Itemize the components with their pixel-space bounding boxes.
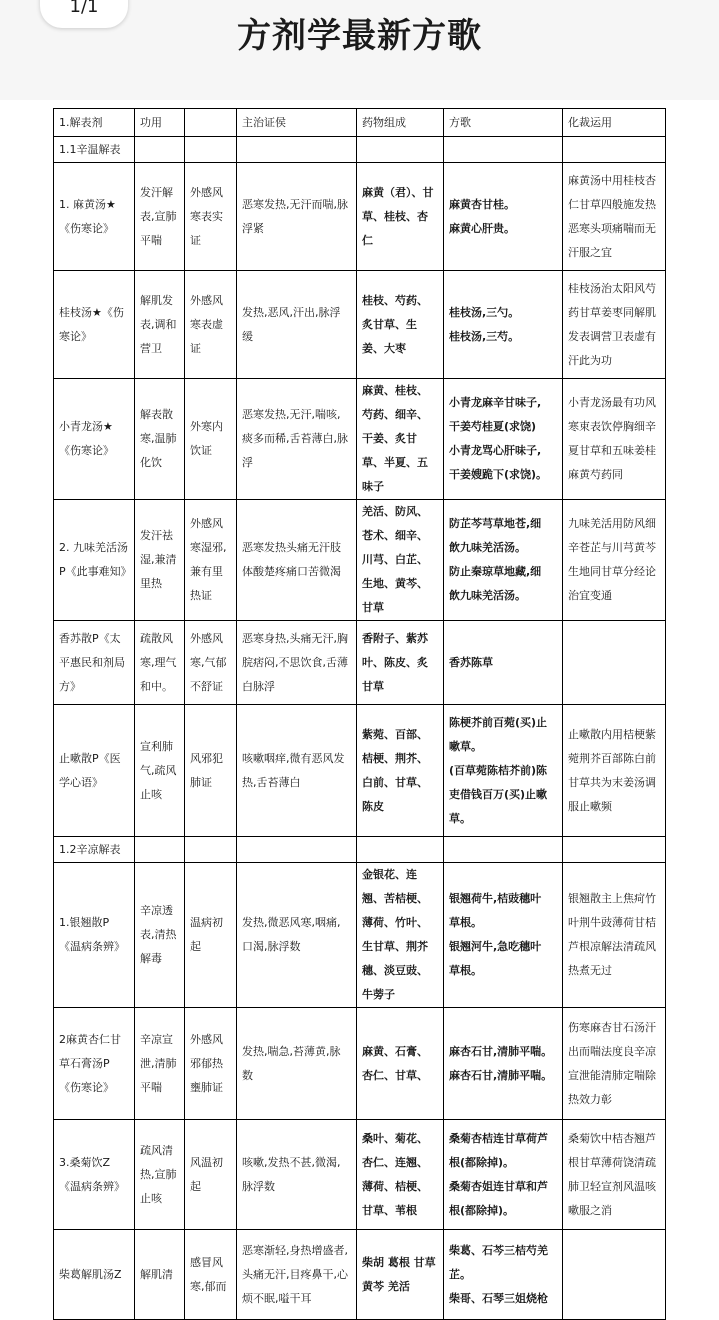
table-row: [54, 1230, 666, 1320]
formula-song: [444, 1230, 563, 1320]
song-line: 麻黄杏甘桂。: [449, 197, 515, 211]
song-line: 桑菊杏姐连甘草和芦: [449, 1179, 548, 1193]
formula-name: 1. 麻黄汤★《伤寒论》: [54, 163, 135, 271]
song-line: 防止秦琼草地藏,细: [449, 565, 542, 578]
formula-name: 2. 九味羌活汤P《此事难知》: [54, 500, 135, 621]
song-line: 桂枝汤,三勺。: [449, 305, 520, 319]
formula-song: [444, 271, 563, 379]
formula-song: [444, 1008, 563, 1120]
formula-syndrome: 风温初起: [185, 1120, 237, 1230]
formula-effect: 辛凉透表,清热解毒: [135, 863, 185, 1008]
song-line: 草根。: [449, 916, 482, 929]
song-line: 麻黄心肝贵。: [449, 221, 515, 235]
formula-usage: 小青龙汤最有功风寒束表饮停胸细辛夏甘草和五味姜桂麻黄芍药同: [563, 379, 666, 500]
table-row: [54, 621, 666, 705]
formula-effect: 发汗祛湿,兼清里热: [135, 500, 185, 621]
song-line: 银翘荷牛,桔豉穗叶: [449, 892, 542, 905]
formula-name: 柴葛解肌汤Z: [54, 1230, 135, 1320]
page-indicator: 1/1: [40, 0, 128, 28]
formula-composition: 香附子、紫苏叶、陈皮、炙甘草: [357, 621, 444, 705]
formula-symptoms: 恶寒发热,无汗,喘咳,痰多而稀,舌苔薄白,脉浮: [237, 379, 357, 500]
formula-syndrome: 外感风寒表虚证: [185, 271, 237, 379]
formula-song: [444, 163, 563, 271]
header-composition: 药物组成: [357, 109, 444, 137]
formula-syndrome: 风邪犯肺证: [185, 705, 237, 837]
formula-usage: 桑菊饮中桔杏翘芦根甘草薄荷饶清疏肺卫轻宣剂风温咳嗽服之消: [563, 1120, 666, 1230]
formula-usage: 麻黄汤中用桂枝杏仁甘草四般施发热恶寒头项痛喘而无汗服之宜: [563, 163, 666, 271]
song-line: 银翘河牛,急吃穗叶: [449, 940, 542, 953]
song-line: 防芷芩芎草地苍,细: [449, 517, 542, 530]
formula-composition: 羌活、防风、苍术、细辛、川芎、白芷、生地、黄芩、甘草: [357, 500, 444, 621]
formula-usage: [563, 1230, 666, 1320]
song-line: 麻杏石甘,清肺平喘。: [449, 1068, 553, 1082]
formula-symptoms: 咳嗽咽痒,微有恶风发热,舌苔薄白: [237, 705, 357, 837]
table-row: [54, 705, 666, 837]
table-row: [54, 1120, 666, 1230]
header-usage: 化裁运用: [563, 109, 666, 137]
formula-syndrome: 感冒风寒,郁而: [185, 1230, 237, 1320]
formula-syndrome: 外感风寒,气郁不舒证: [185, 621, 237, 705]
formula-syndrome: 外寒内饮证: [185, 379, 237, 500]
formula-symptoms: 发热,微恶风寒,咽痛,口渴,脉浮数: [237, 863, 357, 1008]
formula-name: 香苏散P《太平惠民和剂局方》: [54, 621, 135, 705]
formula-song: [444, 500, 563, 621]
formula-usage: 伤寒麻杏甘石汤汗出而喘法度良辛凉宣泄能清肺定喘除热效力彰: [563, 1008, 666, 1120]
table-row: [54, 500, 666, 621]
formula-composition: 金银花、连翘、苦桔梗、薄荷、竹叶、生甘草、荆芥穗、淡豆豉、牛蒡子: [357, 863, 444, 1008]
page-title: 方剂学最新方歌: [237, 16, 482, 56]
formula-name: 止嗽散P《医学心语》: [54, 705, 135, 837]
song-line: (百草菀陈桔芥前)陈吏借钱百万(买)止嗽草。: [449, 763, 548, 825]
formula-composition: 麻黄、桂枝、芍药、细辛、干姜、炙甘草、半夏、五味子: [357, 379, 444, 500]
formula-composition: 麻黄、石膏、杏仁、甘草、: [357, 1008, 444, 1120]
formula-usage: 止嗽散内用桔梗紫菀荆芥百部陈白前甘草共为末姜汤调服止嗽频: [563, 705, 666, 837]
song-line: 柴哥、石琴三姐烧枪: [449, 1291, 548, 1305]
formula-name: 2麻黄杏仁甘草石膏汤P《伤寒论》: [54, 1008, 135, 1120]
formula-effect: 疏风清热,宣肺止咳: [135, 1120, 185, 1230]
header-syndrome: [185, 109, 237, 137]
formula-usage: [563, 621, 666, 705]
formula-song: [444, 705, 563, 837]
table-row: [54, 1008, 666, 1120]
formula-composition: 麻黄（君）、甘草、桂枝、杏仁: [357, 163, 444, 271]
section-row: [54, 137, 666, 163]
formula-composition: 紫菀、百部、桔梗、荆芥、白前、甘草、陈皮: [357, 705, 444, 837]
header-song: 方歌: [444, 109, 563, 137]
section-row: [54, 837, 666, 863]
formula-name: 1.银翘散P《温病条辨》: [54, 863, 135, 1008]
formula-usage: 九味羌活用防风细辛苍芷与川芎黄芩生地同甘草分经论治宜变通: [563, 500, 666, 621]
formula-symptoms: 恶寒发热头痛无汗肢体酸楚疼痛口苦微渴: [237, 500, 357, 621]
song-line: 飲九味羌活汤。: [449, 541, 526, 554]
formula-composition: 柴胡 葛根 甘草 黄芩 羌活: [357, 1230, 444, 1320]
formula-symptoms: 咳嗽,发热不甚,微渴,脉浮数: [237, 1120, 357, 1230]
formula-syndrome: 温病初起: [185, 863, 237, 1008]
song-line: 桑菊杏桔连甘草荷芦: [449, 1131, 548, 1145]
song-line: 干姜芍桂夏(求饶): [449, 420, 537, 433]
section-title: 1.2辛凉解表: [54, 837, 135, 863]
formula-name: 3.桑菊饮Z《温病条辨》: [54, 1120, 135, 1230]
song-line: 草根。: [449, 964, 482, 977]
formula-effect: 宣利肺气,疏风止咳: [135, 705, 185, 837]
table-row: [54, 379, 666, 500]
song-line: 干姜嫂跪下(求饶)。: [449, 468, 548, 481]
formula-song: [444, 1120, 563, 1230]
song-line: 飲九味羌活汤。: [449, 589, 526, 602]
formula-effect: 辛凉宣泄,清肺平喘: [135, 1008, 185, 1120]
formula-syndrome: 外感风寒表实证: [185, 163, 237, 271]
header-symptoms: 主治证侯: [237, 109, 357, 137]
formula-composition: 桂枝、芍药、炙甘草、生姜、大枣: [357, 271, 444, 379]
formula-symptoms: 发热,喘急,苔薄黄,脉数: [237, 1008, 357, 1120]
song-line: 根(都除掉)。: [449, 1155, 515, 1169]
song-line: 根(都除掉)。: [449, 1203, 515, 1217]
header-effect: 功用: [135, 109, 185, 137]
formula-name: 小青龙汤★《伤寒论》: [54, 379, 135, 500]
formula-effect: 解表散寒,温肺化饮: [135, 379, 185, 500]
formula-symptoms: 恶寒渐轻,身热增盛者,头痛无汗,目疼鼻干,心烦不眠,嗌干耳: [237, 1230, 357, 1320]
formula-symptoms: 发热,恶风,汗出,脉浮缓: [237, 271, 357, 379]
formula-song: [444, 379, 563, 500]
formula-song: [444, 621, 563, 705]
table-row: [54, 863, 666, 1008]
song-line: 香苏陈草: [449, 655, 493, 669]
table-row: [54, 163, 666, 271]
song-line: 柴葛、石芩三桔芍羌: [449, 1243, 548, 1257]
formula-usage: 银翘散主上焦疴竹叶荆牛豉薄荷甘桔芦根凉解法清疏风热煮无过: [563, 863, 666, 1008]
table-row: [54, 271, 666, 379]
song-line: 小青龙骂心肝味子,: [449, 444, 542, 457]
header-row: [54, 109, 666, 137]
formula-effect: 解肌发表,调和营卫: [135, 271, 185, 379]
formula-symptoms: 恶寒身热,头痛无汗,胸脘痞闷,不思饮食,舌薄白脉浮: [237, 621, 357, 705]
song-line: 陈梗芥前百菀(买)止嗽草。: [449, 715, 548, 753]
song-line: 芷。: [449, 1267, 471, 1281]
section-title: 1.1辛温解表: [54, 137, 135, 163]
formula-usage: 桂枝汤治太阳风芍药甘草姜枣同解肌发表调营卫表虚有汗此为功: [563, 271, 666, 379]
formula-table: [53, 108, 666, 1320]
formula-syndrome: 外感风邪郁热壅肺证: [185, 1008, 237, 1120]
formula-effect: 解肌清: [135, 1230, 185, 1320]
formula-effect: 疏散风寒,理气和中。: [135, 621, 185, 705]
header-category: 1.解表剂: [54, 109, 135, 137]
song-line: 麻杏石甘,清肺平喘。: [449, 1044, 553, 1058]
formula-name: 桂枝汤★《伤寒论》: [54, 271, 135, 379]
formula-symptoms: 恶寒发热,无汗而喘,脉浮紧: [237, 163, 357, 271]
formula-composition: 桑叶、菊花、杏仁、连翘、薄荷、桔梗、甘草、苇根: [357, 1120, 444, 1230]
song-line: 桂枝汤,三芍。: [449, 329, 520, 343]
song-line: 小青龙麻辛甘味子,: [449, 396, 542, 409]
formula-song: [444, 863, 563, 1008]
formula-syndrome: 外感风寒湿邪,兼有里热证: [185, 500, 237, 621]
document-header: [0, 0, 719, 100]
formula-effect: 发汗解表,宣肺平喘: [135, 163, 185, 271]
